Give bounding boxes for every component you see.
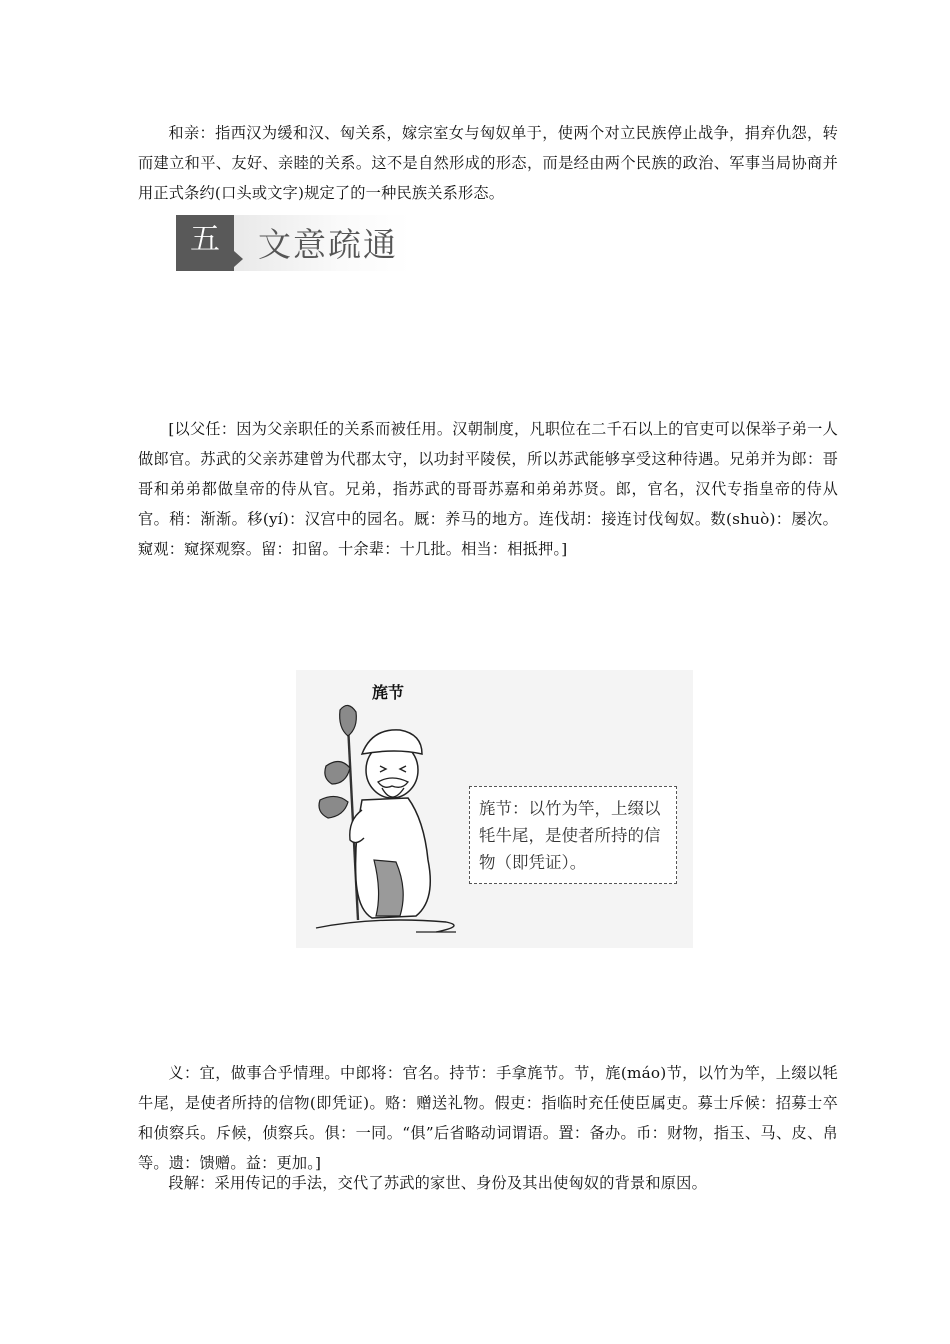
maojie-illustration (296, 670, 693, 948)
illustration-callout: 旄节：以竹为竿，上缀以牦牛尾，是使者所持的信物（即凭证）。 (469, 786, 677, 884)
illustration-title: 旄节 (372, 683, 405, 702)
section-number: 五 (190, 222, 220, 257)
duanjie-paragraph: 段解：采用传记的手法，交代了苏武的家世、身份及其出使匈奴的背景和原因。 (168, 1174, 707, 1192)
badge-pointer (234, 251, 243, 267)
notes-paragraph-1: [以父任：因为父亲职任的关系而被任用。汉朝制度，凡职位在二千石以上的官吏可以保举子弟一人做郎官。苏武的父亲苏建曾为代郡太守，以功封平陵侯，所以苏武能够享受这种待遇。兄弟并为郎：哥哥和弟弟都做皇帝的侍从官。兄弟，指苏武的哥哥苏嘉和弟弟苏贤。郎，官名，汉代专指皇帝的侍从官。稍：渐渐。移(yí)：汉宫中的园名。厩：养马的地方。连伐胡：接连讨伐匈奴。数(shuò)：屡次。窥观：窥探观察。留：扣留。十余辈：十几批。相当：相抵押。] (138, 420, 838, 558)
heqin-paragraph: 和亲：指西汉为缓和汉、匈关系，嫁宗室女与匈奴单于，使两个对立民族停止战争，捐弃仇怨，转而建立和平、友好、亲睦的关系。这不是自然形成的形态，而是经由两个民族的政治、军事当局协商并用正式条约(口头或文字)规定了的一种民族关系形态。 (138, 124, 838, 202)
section-heading (176, 213, 410, 273)
section-title: 文意疏通 (258, 225, 398, 264)
notes-paragraph-2: 义：宜，做事合乎情理。中郎将：官名。持节：手拿旄节。节，旄(máo)节，以竹为竿，上缀以牦牛尾，是使者所持的信物(即凭证)。赂：赠送礼物。假吏：指临时充任使臣属吏。募士斥候：招募士卒和侦察兵。斥候，侦察兵。俱：一同。“俱”后省略动词谓语。置：备办。币：财物，指玉、马、皮、帛等。遗：馈赠。益：更加。] (138, 1064, 838, 1172)
